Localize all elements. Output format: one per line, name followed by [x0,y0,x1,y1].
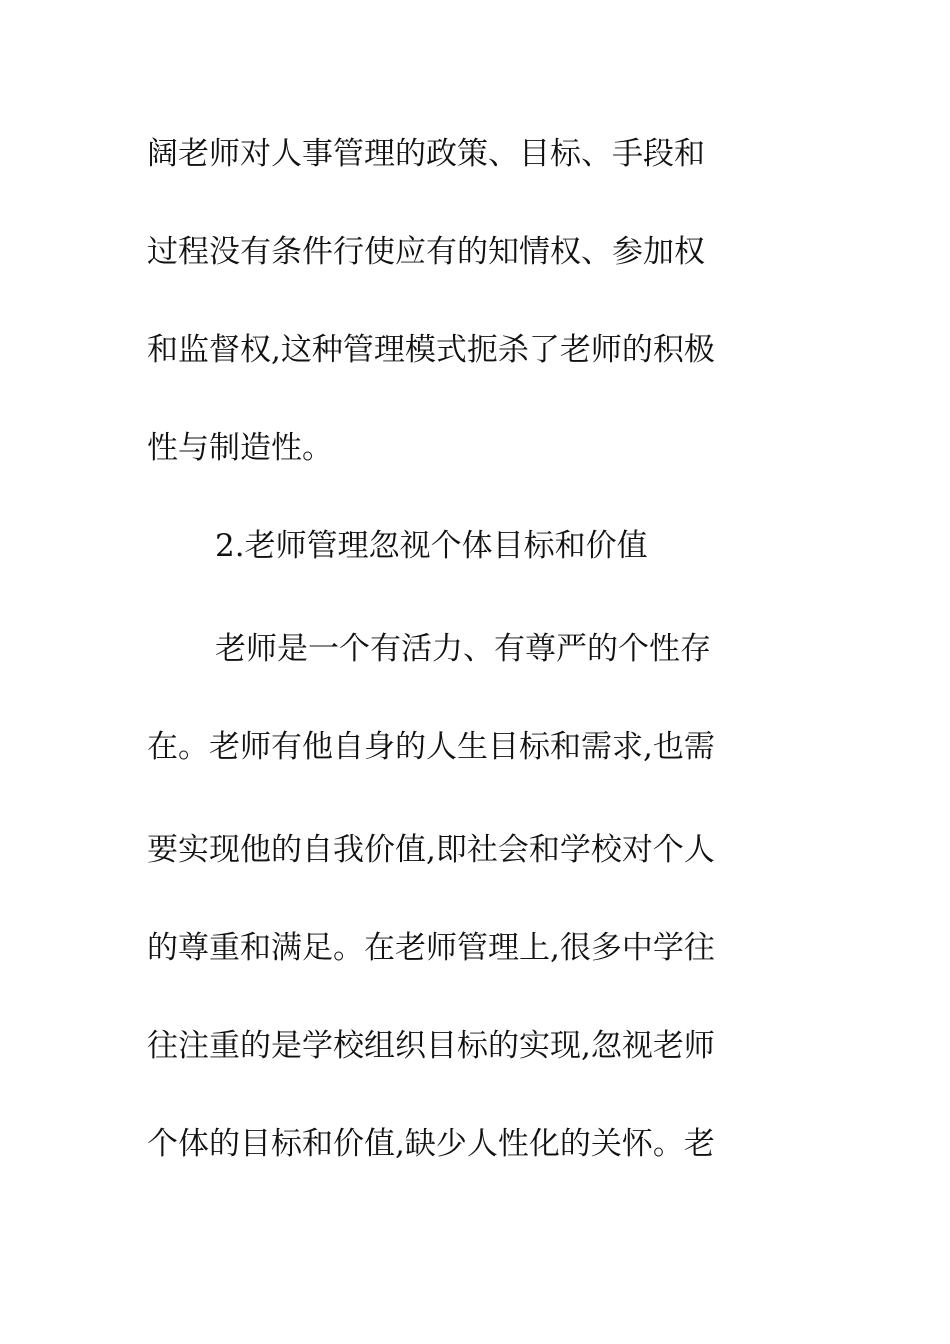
body-text-line: 在。老师有他自身的人生目标和需求,也需 [147,729,715,765]
body-text-line: 老师是一个有活力、有尊严的个性存 [215,631,711,667]
body-text-line: 性与制造性。 [147,430,333,466]
body-text-line: 过程没有条件行使应有的知情权、参加权 [147,234,705,270]
body-text-line: 和监督权,这种管理模式扼杀了老师的积极 [147,332,715,368]
body-text-line: 的尊重和满足。在老师管理上,很多中学往 [147,930,715,966]
body-text-line: 往注重的是学校组织目标的实现,忽视老师 [147,1028,715,1064]
section-heading: 2.老师管理忽视个体目标和价值 [215,528,648,564]
body-text-line: 要实现他的自我价值,即社会和学校对个人 [147,832,715,868]
body-text-line: 阔老师对人事管理的政策、目标、手段和 [147,136,705,172]
body-text-line: 个体的目标和价值,缺少人性化的关怀。老 [147,1126,715,1162]
